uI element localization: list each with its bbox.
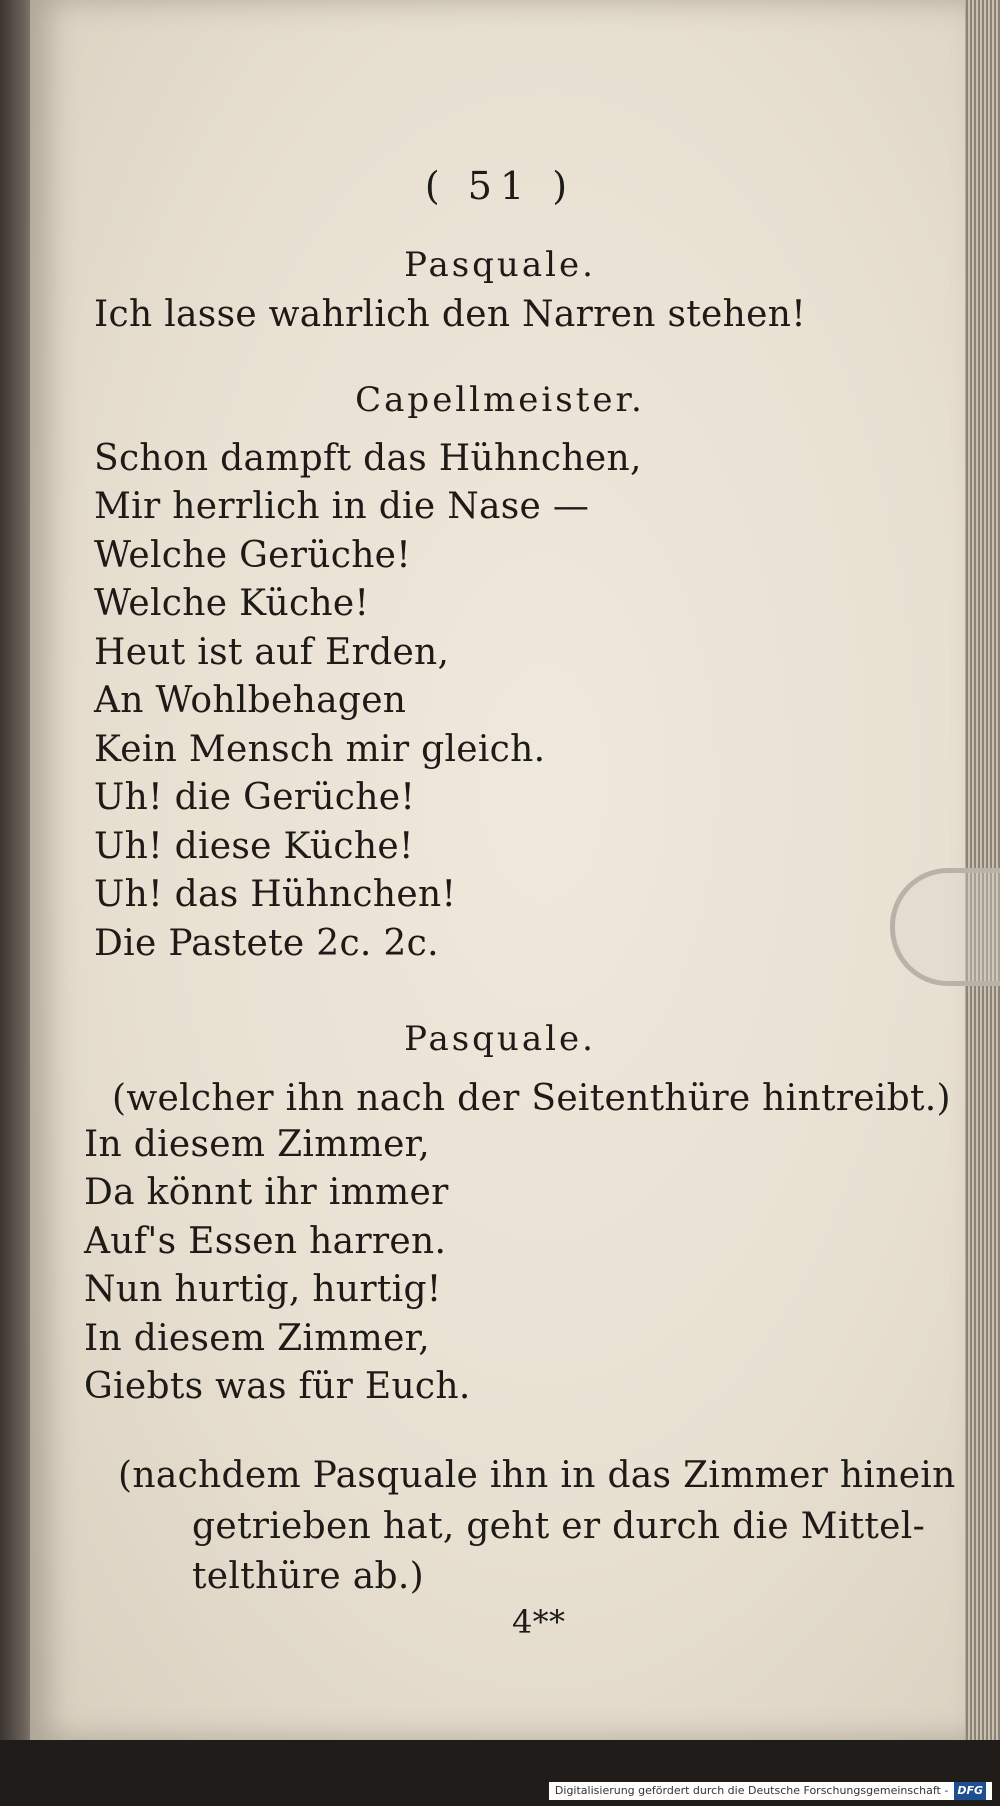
verse-line: Schon dampft das Hühnchen, [94,438,642,479]
verse-line: Welche Gerüche! [94,535,412,576]
stage-direction: getrieben hat, geht er durch die Mittel- [192,1506,926,1547]
footer-text: Digitalisierung gefördert durch die Deutsche Forschungsgemeinschaft - [554,1784,949,1797]
verse-line: Uh! die Gerüche! [94,777,416,818]
verse-line: Nun hurtig, hurtig! [84,1269,442,1310]
stage-direction: (welcher ihn nach der Seitenthüre hintreibt.) [112,1078,951,1119]
speaker-name: Capellmeister. [355,380,645,420]
verse-line: In diesem Zimmer, [84,1318,430,1359]
verse-line: Uh! diese Küche! [94,826,414,867]
verse-line: Auf's Essen harren. [84,1221,447,1262]
page-clip [890,868,1000,986]
speaker-name: Pasquale. [404,1019,596,1059]
dfg-logo: DFG [954,1782,986,1800]
stage-direction: telthüre ab.) [192,1556,424,1597]
verse-line: An Wohlbehagen [94,680,407,721]
verse-line: Uh! das Hühnchen! [94,874,457,915]
signature-mark: 4** [512,1603,566,1641]
verse-line: Heut ist auf Erden, [94,632,450,673]
verse-line: Giebts was für Euch. [84,1366,471,1407]
verse-line: Die Pastete 2c. 2c. [94,923,439,964]
stage-direction: (nachdem Pasquale ihn in das Zimmer hinein [118,1455,956,1496]
digitization-footer [549,1782,992,1800]
verse-line: In diesem Zimmer, [84,1124,430,1165]
verse-line: Welche Küche! [94,583,370,624]
speaker-name: Pasquale. [404,245,596,285]
verse-line: Da könnt ihr immer [84,1172,449,1213]
verse-line: Mir herrlich in die Nase — [94,486,590,527]
page-number: ( 51 ) [424,164,576,208]
dialogue-line: Ich lasse wahrlich den Narren stehen! [94,294,806,335]
verse-line: Kein Mensch mir gleich. [94,729,546,770]
